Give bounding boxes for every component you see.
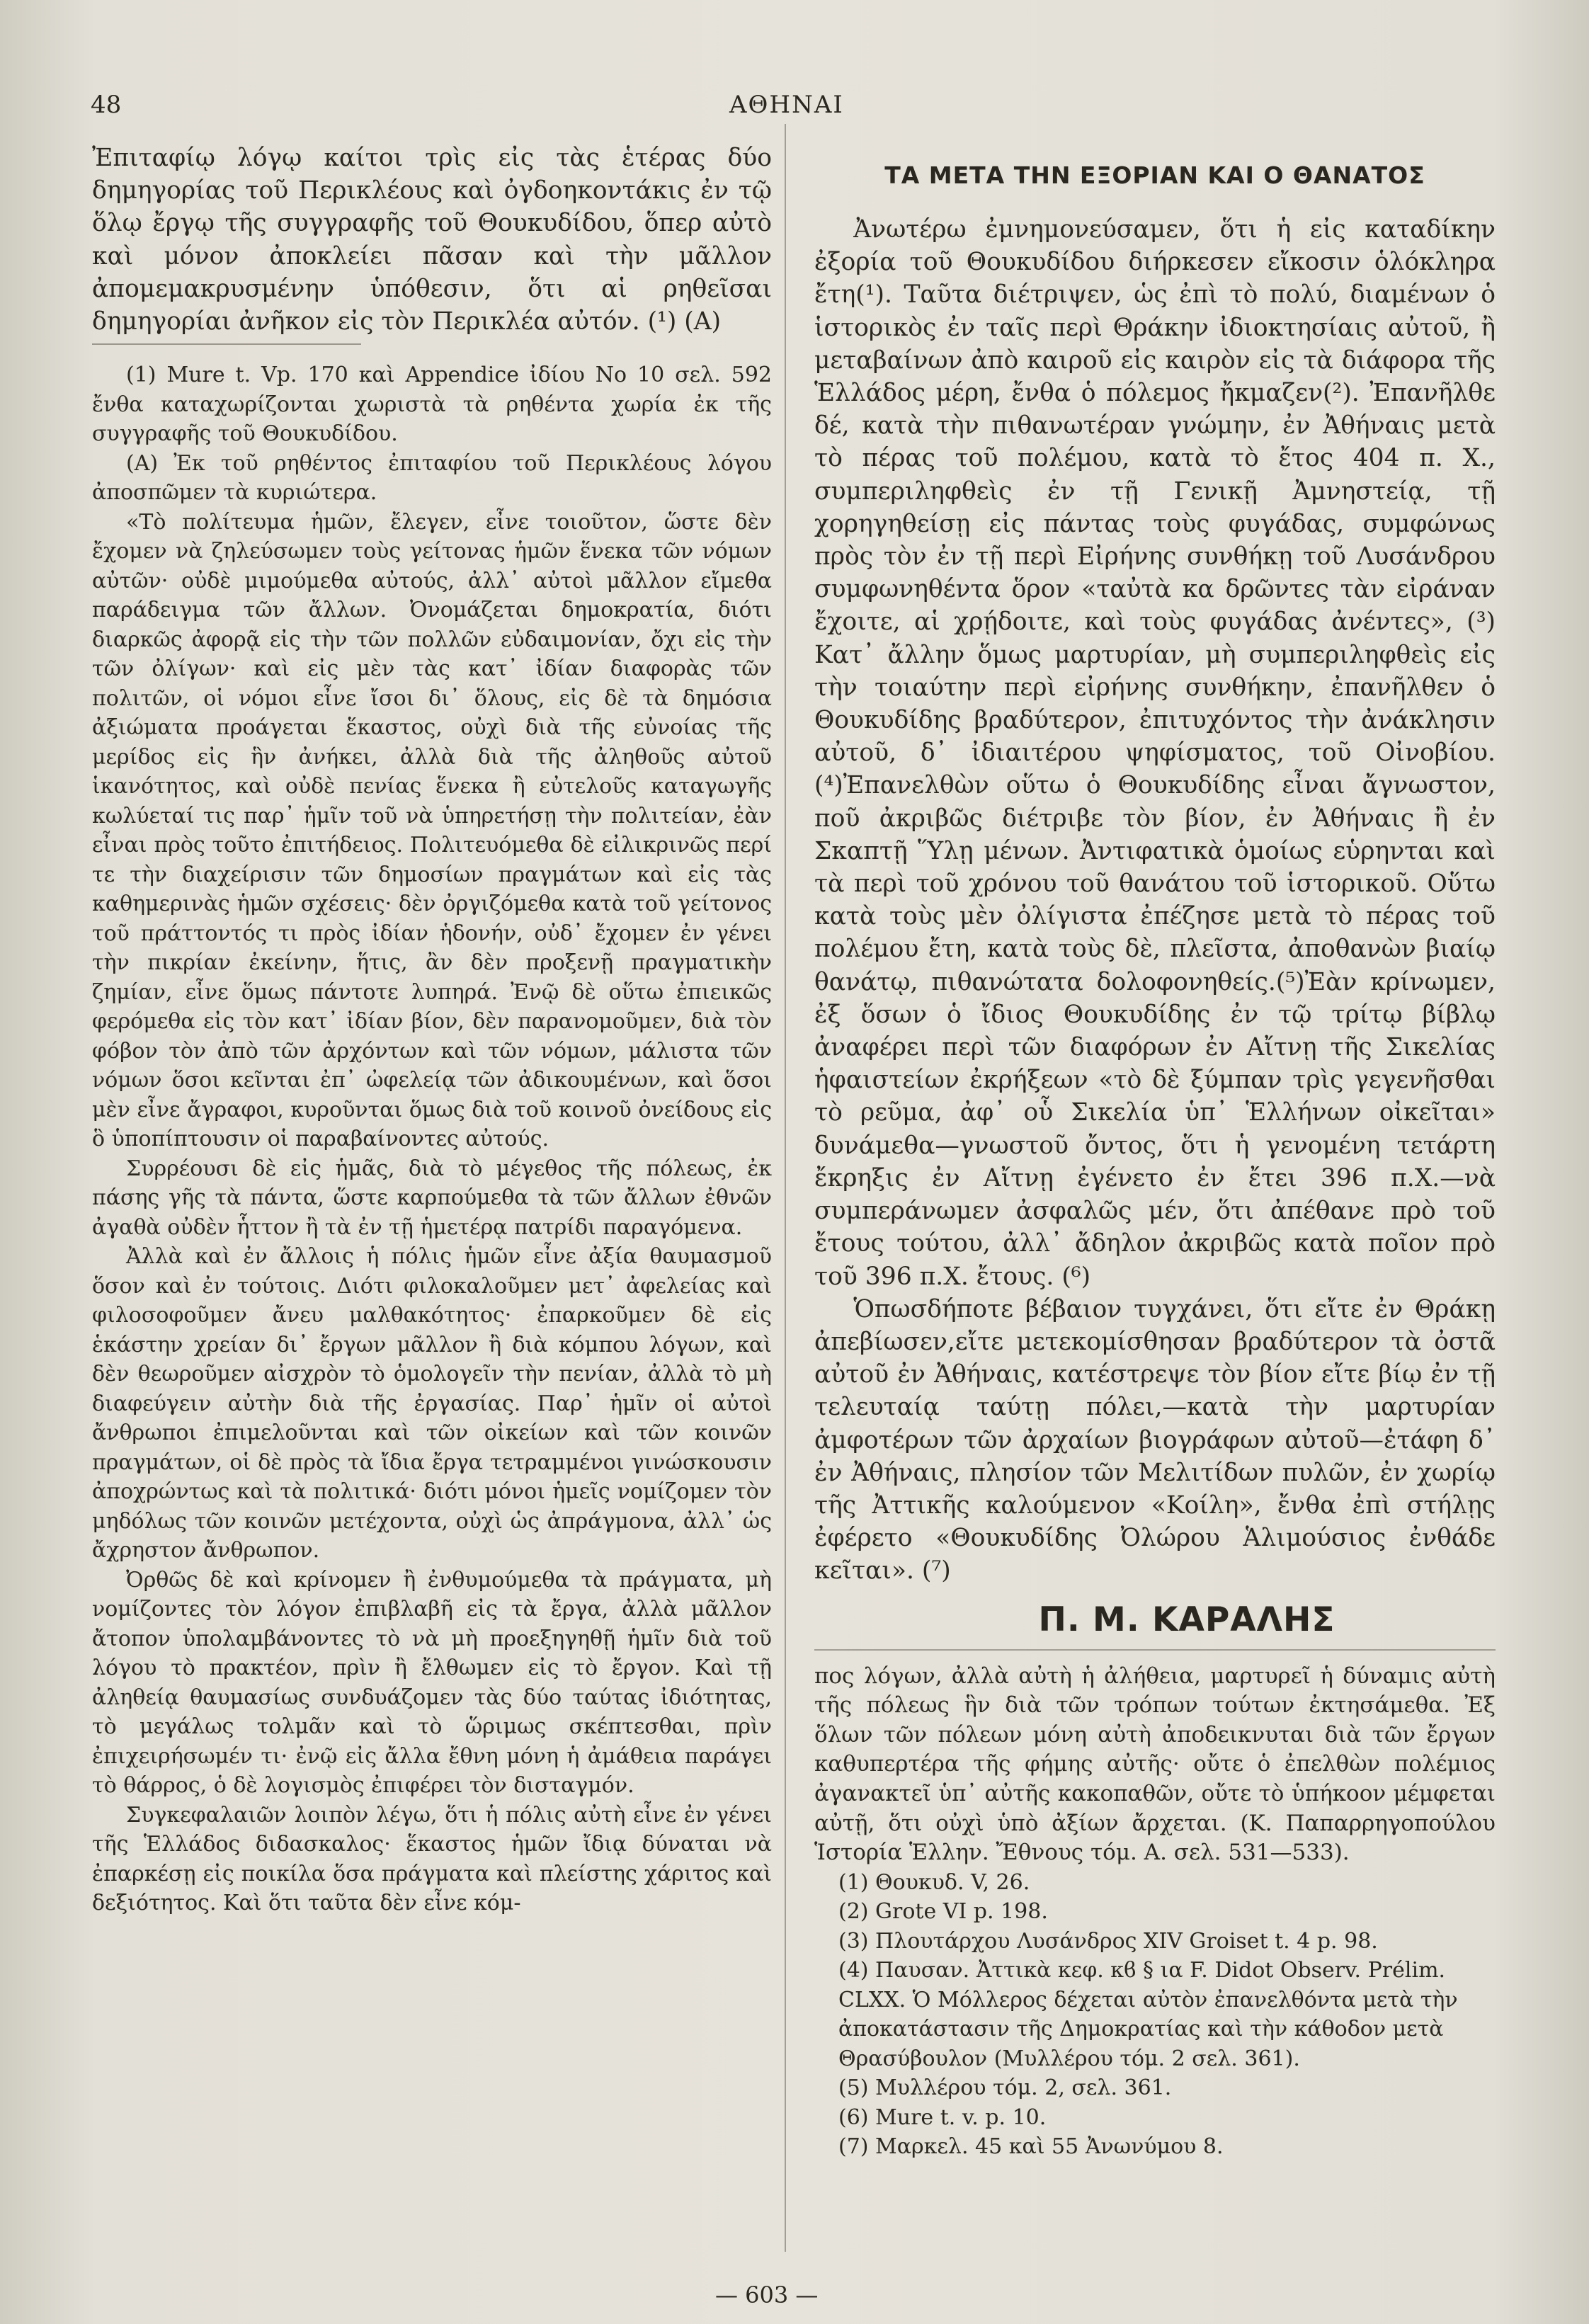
footnote-1: (1) Mure t. Vp. 170 καὶ Appendice ἰδίου No 10 σελ. 592 ἔνθα καταχωρίζονται χωριστὰ τὰ ρηθέντα χωρία ἐκ τῆς συγγραφῆς τοῦ Θουκυδίδου. xyxy=(92,363,772,447)
column-rule xyxy=(785,124,786,2252)
article-title: ΤΑ ΜΕΤΑ ΤΗΝ ΕΞΟΡΙΑΝ ΚΑΙ Ο ΘΑΝΑΤΟΣ xyxy=(884,161,1425,189)
endnote: (5) Μυλλέρου τόμ. 2, σελ. 361. xyxy=(838,2075,1172,2101)
endnote: (6) Mure t. v. p. 10. xyxy=(838,2104,1047,2130)
intro-paragraph: Ἐπιταφίῳ λόγῳ καίτοι τρὶς εἰς τὰς ἑτέρας δύο δημηγορίας τοῦ Περικλέους καὶ ὀγδοηκοντάκις ἐν τῷ ὅλῳ ἔργῳ τῆς συγγραφῆς τοῦ Θουκυδίδου, ὅπερ αὐτὸ καὶ μόνον ἀποκλείει πᾶσαν καὶ τὴν μᾶλλον ἀπομεμακρυσμένην ὑπόθεσιν, ὅτι αἱ ρηθεῖσαι δημηγορίαι ἀνῆκον εἰς τὸν Περικλέα αὐτόν. (¹) (Α) xyxy=(92,144,772,336)
notes-separator xyxy=(814,1649,1496,1651)
article-paragraph: Ἀνωτέρω ἐμνημονεύσαμεν, ὅτι ἡ εἰς καταδίκην ἐξορία τοῦ Θουκυδίδου διήρκεσεν εἴκοσιν ὁλόκληρα ἔτη(¹). Ταῦτα διέτριψεν, ὡς ἐπὶ τὸ πολύ, διαμένων ὁ ἱστορικὸς ἐν ταῖς περὶ Θράκην ἰδιοκτησίαις αὐτοῦ, ἢ μεταβαίνων ἀπὸ καιροῦ εἰς καιρὸν εἰς τὰ διάφορα τῆς Ἑλλάδος μέρη, ἔνθα ὁ πόλεμος ἤκμαζεν(²). Ἐπανῆλθε δέ, κατὰ τὴν πιθανωτέραν γνώμην, ἐν Ἀθήναις μετὰ τὸ πέρας τοῦ πολέμου, κατὰ τὸ ἔτος 404 π. Χ., συμπεριληφθεὶς ἐν τῇ Γενικῇ Ἀμνηστείᾳ, τῇ χορηγηθείσῃ εἰς πάντας τοὺς φυγάδας, συμφώνως πρὸς τὸν ἐν τῇ περὶ Εἰρήνης συνθήκῃ τοῦ Λυσάνδρου συμφωνηθέντα ὅρον «ταὐτὰ κα δρῶντες τὰν εἰράναν ἔχοιτε, αἱ χρῄδοιτε, καὶ τοὺς φυγάδας ἀνέντες», (³) Κατ᾽ ἄλλην ὅμως μαρτυρίαν, μὴ συμπεριληφθεὶς εἰς τὴν τοιαύτην περὶ εἰρήνης συνθήκην, ἐπανῆλθεν ὁ Θουκυδίδης βραδύτερον, ἐπιτυχόντος τὴν ἀνάκλησιν αὐτοῦ, δ᾽ ἰδιαιτέρου ψηφίσματος, τοῦ Οἰνοβίου. (⁴)Ἐπανελθὼν οὕτω ὁ Θουκυδίδης εἶναι ἄγνωστον, ποῦ ἀκριβῶς διέτριβε τὸν βίον, ἐν Ἀθήναις ἢ ἐν Σκαπτῇ Ὕλῃ μένων. Ἀντιφατικὰ ὁμοίως εὑρηνται καὶ τὰ περὶ τοῦ χρόνου τοῦ θανάτου τοῦ ἱστορικοῦ. Οὕτω κατὰ τοὺς μὲν ὀλίγιστα ἐπέζησε μετὰ τὸ πέρας τοῦ πολέμου ἔτη, κατὰ τοὺς δὲ, πλεῖστα, ἀποθανὼν βιαίῳ θανάτῳ, πιθανώτατα δολοφονηθείς.(⁵)Ἐὰν κρίνωμεν, ἐξ ὅσων ὁ ἴδιος Θουκυδίδης ἐν τῷ τρίτῳ βίβλῳ ἀναφέρει περὶ τῶν διαφόρων ἐν Αἴτνῃ τῆς Σικελίας ἡφαιστείων ἐκρήξεων «τὸ δὲ ξύμπαν τρὶς γεγενῆσθαι τὸ ρεῦμα, ἀφ᾽ οὗ Σικελία ὑπ᾽ Ἑλλήνων οἰκεῖται» δυνάμεθα—γνωστοῦ ὄντος, ὅτι ἡ γενομένη τετάρτη ἔκρηξις ἐν Αἴτνῃ ἐγένετο ἐν ἔτει 396 π.Χ.—νὰ συμπεράνωμεν ἀσφαλῶς μέν, ὅτι ἀπέθανε πρὸ τοῦ ἔτους τούτου, ἀλλ᾽ ἄδηλον ἀκριβῶς κατὰ ποῖον πρὸ τοῦ 396 π.Χ. ἔτους. (⁶) xyxy=(814,215,1496,1291)
page-number: 48 xyxy=(91,91,122,119)
endnote: (4) Παυσαν. Ἀττικὰ κεφ. κϐ § ια F. Didot Observ. Prélim. CLXX. Ὁ Μόλλερος δέχεται αὐτὸν ἐπανελθόντα μετὰ τὴν ἀποκατάστασιν τῆς Δημοκρατίας καὶ τὴν κάθοδον μετὰ Θρασύβουλον (Μυλλέρου τόμ. 2 σελ. 361). xyxy=(838,1958,1458,2071)
endnote: (1) Θουκυδ. V, 26. xyxy=(838,1869,1030,1895)
quote-paragraph: Συγκεφαλαιῶν λοιπὸν λέγω, ὅτι ἡ πόλις αὐτὴ εἶνε ἐν γένει τῆς Ἑλλάδος διδασκαλος· ἕκαστος ἡμῶν ἴδιᾳ δύναται νὰ ἐπαρκέσῃ εἰς ποικίλα ὅσα πράγματα καὶ πλείστης χάριτος καὶ δεξιότητος. Καὶ ὅτι ταῦτα δὲν εἶνε κόμ- xyxy=(92,1802,772,1916)
endnote: (2) Grote VI p. 198. xyxy=(838,1899,1048,1925)
quote-paragraph: «Τὸ πολίτευμα ἡμῶν, ἔλεγεν, εἶνε τοιοῦτον, ὥστε δὲν ἔχομεν νὰ ζηλεύσωμεν τοὺς γείτονας ἡμῶν ἕνεκα τῶν νόμων αὐτῶν· οὐδὲ μιμούμεθα αὐτούς, ἀλλ᾽ αὐτοὶ μᾶλλον εἴμεθα παράδειγμα τῶν ἄλλων. Ὀνομάζεται δημοκρατία, διότι διαρκῶς ἀφορᾷ εἰς τὴν τῶν πολλῶν εὐδαιμονίαν, ὄχι εἰς τὴν τῶν ὀλίγων· καὶ εἰς μὲν τὰς κατ᾽ ἰδίαν διαφορὰς τῶν πολιτῶν, οἱ νόμοι εἶνε ἴσοι δι᾽ ὅλους, εἰς δὲ τὰ δημόσια ἀξιώματα προάγεται ἕκαστος, οὐχὶ διὰ τῆς εὐνοίας τῆς μερίδος εἰς ἣν ἀνήκει, ἀλλὰ διὰ τῆς ἀληθοῦς αὐτοῦ ἱκανότητος, καὶ οὐδὲ πενίας ἕνεκα ἢ εὐτελοῦς καταγωγῆς κωλύεταί τις παρ᾽ ἡμῖν τοῦ νὰ ὑπηρετήσῃ τὴν πολιτείαν, ἐὰν εἶναι πρὸς τοῦτο ἐπιτήδειος. Πολιτευόμεθα δὲ εἰλικρινῶς περί τε τὴν διαχείρισιν τῶν δημοσίων πραγμάτων καὶ εἰς τὰς καθημερινὰς ἡμῶν σχέσεις· δὲν ὀργιζόμεθα κατὰ τοῦ γείτονος τοῦ πράττοντός τι πρὸς ἰδίαν ἡδονήν, οὐδ᾽ ἔχομεν ἐν γένει τὴν πικρίαν ἐκείνην, ἥτις, ἂν δὲν προξενῇ πραγματικὴν ζημίαν, εἶνε ὅμως πάντοτε λυπηρά. Ἐνῷ δὲ οὕτω ἐπιεικῶς φερόμεθα εἰς τὸν κατ᾽ ἰδίαν βίον, δὲν παρανομοῦμεν, διὰ τὸν φόβον τὸν ἀπὸ τῶν ἀρχόντων καὶ τῶν νόμων, μάλιστα τῶν νόμων ὅσοι κεῖνται ἐπ᾽ ὠφελείᾳ τῶν ἀδικουμένων, καὶ ὅσοι μὲν εἶνε ἄγραφοι, κυροῦνται ὅμως διὰ τοῦ κοινοῦ ὀνείδους εἰς ὃ ὑποπίπτουσιν οἱ παραβαίνοντες αὐτούς. xyxy=(92,509,772,1152)
page-footer: — 603 — xyxy=(715,2282,819,2308)
quote-continuation: πος λόγων, ἀλλὰ αὐτὴ ἡ ἀλήθεια, μαρτυρεῖ ἡ δύναμις αὐτὴ τῆς πόλεως ἣν διὰ τῶν τρόπων τούτων ἐκτησάμεθα. Ἐξ ὅλων τῶν πόλεων μόνη αὐτὴ ἀποδεικνυται διὰ τῶν ἔργων καθυπερτέρα τῆς φήμης αὐτῆς· οὔτε ὁ ἐπελθὼν πολέμιος ἀγανακτεῖ ὑπ᾽ αὐτῆς κακοπαθῶν, οὔτε τὸ ὑπήκοον μέμφεται αὐτῇ, ὅτι οὐχὶ ὑπὸ ἀξίων ἄρχεται. (Κ. Παπαρρηγοπούλου Ἱστορία Ἑλλην. Ἔθνους τόμ. Α. σελ. 531—533). xyxy=(814,1663,1496,1866)
right-column xyxy=(814,142,1496,2162)
endnote: (3) Πλουτάρχου Λυσάνδρος XIV Groiset t. 4 p. 98. xyxy=(838,1928,1378,1954)
quote-paragraph: Ἀλλὰ καὶ ἐν ἄλλοις ἡ πόλις ἡμῶν εἶνε ἀξία θαυμασμοῦ ὅσον καὶ ἐν τούτοις. Διότι φιλοκαλοῦμεν μετ᾽ ἀφελείας καὶ φιλοσοφοῦμεν ἄνευ μαλθακότητος· ἐπαρκοῦμεν δὲ εἰς ἑκάστην χρείαν δι᾽ ἔργων μᾶλλον ἢ διὰ κόμπου λόγων, καὶ δὲν θεωροῦμεν αἰσχρὸν τὸ ὁμολογεῖν τὴν πενίαν, ἀλλὰ τὸ μὴ διαφεύγειν αὐτὴν διὰ τῆς ἐργασίας. Παρ᾽ ἡμῖν οἱ αὐτοὶ ἄνθρωποι ἐπιμελοῦνται καὶ τῶν οἰκείων καὶ τῶν κοινῶν πραγμάτων, οἱ δὲ πρὸς τὰ ἴδια ἔργα τετραμμένοι γινώσκουσιν ἀποχρώντως καὶ τὰ πολιτικά· διότι μόνοι ἡμεῖς νομίζομεν τὸν μηδόλως τῶν κοινῶν μετέχοντα, οὐχὶ ὡς ἀπράγμονα, ἀλλ᾽ ὡς ἄχρηστον ἄνθρωπον. xyxy=(92,1244,772,1563)
running-header: ΑΘΗΝΑΙ xyxy=(729,91,844,119)
article-paragraph: Ὁπωσδήποτε βέβαιον τυγχάνει, ὅτι εἴτε ἐν Θράκῃ ἀπεβίωσεν,εἴτε μετεκομίσθησαν βραδύτερον τὰ ὀστᾶ αὐτοῦ ἐν Ἀθήναις, κατέστρεψε τὸν βίον εἴτε βίῳ ἐν τῇ τελευταίᾳ ταύτῃ πόλει,—κατὰ τὴν μαρτυρίαν ἀμφοτέρων τῶν ἀρχαίων βιογράφων αὐτοῦ—ἐτάφη δ᾽ ἐν Ἀθήναις, πλησίον τῶν Μελιτίδων πυλῶν, ἐν χωρίῳ τῆς Ἀττικῆς καλούμενον «Κοίλη», ἔνθα ἐπὶ στήλῃς ἐφέρετο «Θουκυδίδης Ὀλώρου Ἁλιμούσιος ἐνθάδε κεῖται». (⁷) xyxy=(814,1294,1496,1585)
author-signature: Π. Μ. ΚΑΡΑΛΗΣ xyxy=(1038,1600,1335,1639)
endnotes xyxy=(838,1868,1496,2162)
left-column xyxy=(92,142,772,1918)
quote-paragraph: Συρρέουσι δὲ εἰς ἡμᾶς, διὰ τὸ μέγεθος τῆς πόλεως, ἐκ πάσης γῆς τὰ πάντα, ὥστε καρπούμεθα τὰ τῶν ἄλλων ἐθνῶν ἀγαθὰ οὐδὲν ἧττον ἢ τὰ ἐν τῇ ἡμετέρᾳ πατρίδι παραγόμενα. xyxy=(92,1156,772,1240)
endnote: (7) Μαρκελ. 45 καὶ 55 Ἀνωνύμου 8. xyxy=(838,2134,1224,2160)
footnote-separator xyxy=(92,343,361,345)
quote-paragraph: Ὀρθῶς δὲ καὶ κρίνομεν ἢ ἐνθυμούμεθα τὰ πράγματα, μὴ νομίζοντες τὸν λόγον ἐπιβλαβῆ εἰς τὰ ἔργα, ἀλλὰ μᾶλλον ἄτοπον ὑπολαμβάνοντες τὸ νὰ μὴ προεξηγηθῇ ἡμῖν διὰ τοῦ λόγου τὸ πρακτέον, πρὶν ἢ ἔλθωμεν εἰς τὸ ἔργον. Καὶ τῇ ἀληθείᾳ θαυμασίως συνδυάζομεν τὰς δύο ταύτας ἰδιότητας, τὸ μεγάλως τολμᾶν καὶ τὸ ὥριμως σκέπτεσθαι, πρὶν ἐπιχειρήσωμέν τι· ἐνῷ εἰς ἄλλα ἔθνη μόνη ἡ ἀμάθεια παράγει τὸ θάρρος, ὁ δὲ λογισμὸς ἐπιφέρει τὸν δισταγμόν. xyxy=(92,1567,772,1799)
footnote-a: (Α) Ἐκ τοῦ ρηθέντος ἐπιταφίου τοῦ Περικλέους λόγου ἀποσπῶμεν τὰ κυριώτερα. xyxy=(92,450,772,506)
